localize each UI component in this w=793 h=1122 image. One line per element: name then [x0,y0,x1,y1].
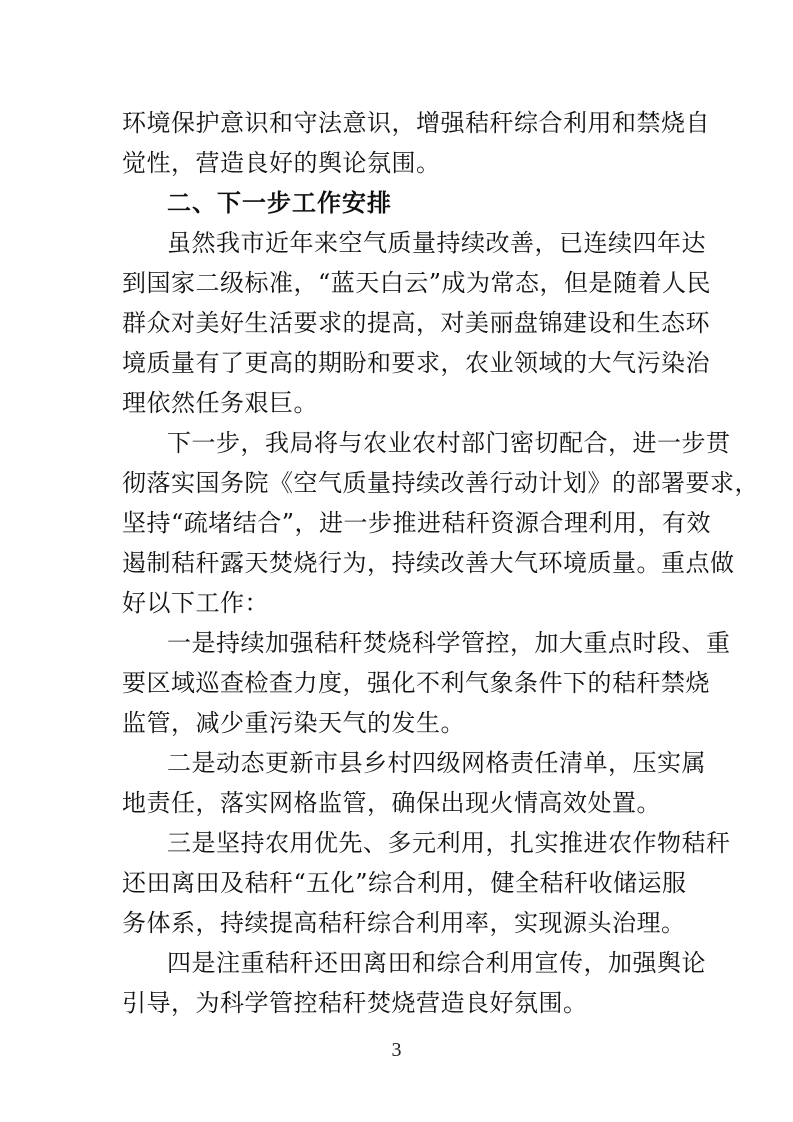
paragraph-line: 四是注重秸秆还田离田和综合利用宣传，加强舆论 [167,949,706,977]
paragraph-line: 理依然任务艰巨。 [122,389,318,417]
paragraph-line: 务体系，持续提高秸秆综合利用率，实现源头治理。 [122,909,686,937]
paragraph-line: 三是坚持农用优先、多元利用，扎实推进农作物秸秆 [167,829,731,857]
paragraph-line: 环境保护意识和守法意识，增强秸秆综合利用和禁烧自 [122,109,710,137]
paragraph-line: 境质量有了更高的期盼和要求，农业领域的大气污染治 [122,349,710,377]
paragraph-line: 觉性，营造良好的舆论氛围。 [122,149,441,177]
paragraph-line: 还田离田及秸秆“五化”综合利用，健全秸秆收储运服 [122,869,687,897]
paragraph-line: 坚持“疏堵结合”，进一步推进秸秆资源合理利用，有效 [122,509,712,537]
section-heading: 二、下一步工作安排 [167,189,392,217]
paragraph-line: 群众对美好生活要求的提高，对美丽盘锦建设和生态环 [122,309,710,337]
paragraph-line: 地责任，落实网格监管，确保出现火情高效处置。 [122,789,661,817]
paragraph-line: 引导，为科学管控秸秆焚烧营造良好氛围。 [122,989,588,1017]
paragraph-line: 二是动态更新市县乡村四级网格责任清单，压实属 [167,749,706,777]
paragraph-line: 下一步，我局将与农业农村部门密切配合，进一步贯 [167,429,731,457]
paragraph-line: 监管，减少重污染天气的发生。 [122,709,465,737]
paragraph-line: 一是持续加强秸秆焚烧科学管控，加大重点时段、重 [167,629,731,657]
paragraph-line: 彻落实国务院《空气质量持续改善行动计划》的部署要求， [122,469,759,497]
paragraph-line: 要区域巡查检查力度，强化不利气象条件下的秸秆禁烧 [122,669,710,697]
paragraph-line: 虽然我市近年来空气质量持续改善，已连续四年达 [167,229,706,257]
paragraph-line: 到国家二级标准，“蓝天白云”成为常态，但是随着人民 [122,269,712,297]
paragraph-line: 好以下工作： [122,589,269,617]
paragraph-line: 遏制秸秆露天焚烧行为，持续改善大气环境质量。重点做 [122,549,735,577]
page-number: 3 [391,1039,402,1061]
